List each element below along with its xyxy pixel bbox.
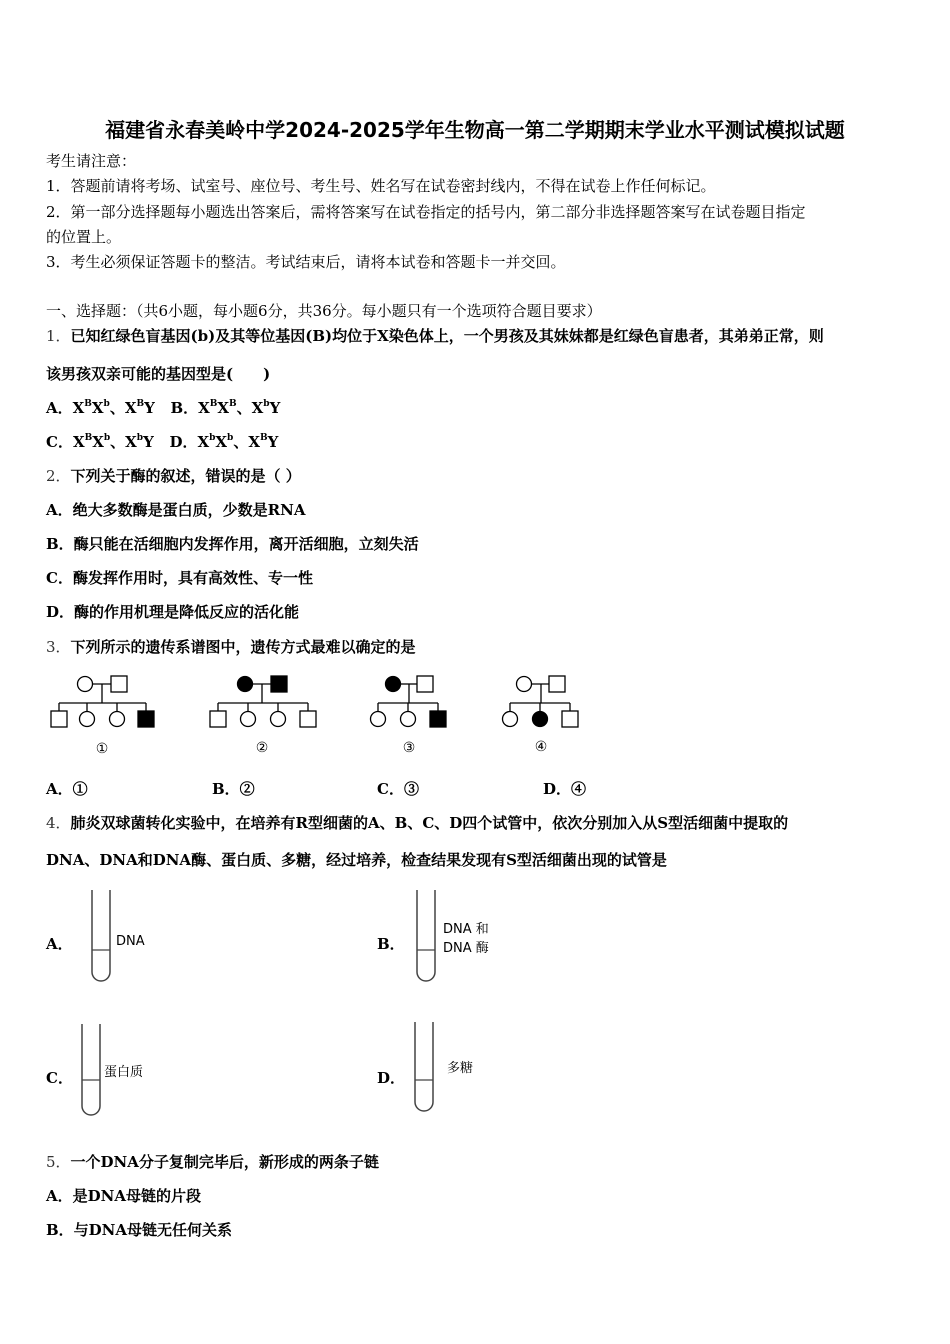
notice-item: 2．第一部分选择题每小题选出答案后，需将答案写在试卷指定的括号内，第二部分非选择题答案写在试卷题目指定 xyxy=(46,203,806,221)
question-number: 1． xyxy=(46,327,71,345)
tube-label: 蛋白质 xyxy=(104,1065,144,1080)
pedigree-3 xyxy=(371,676,447,727)
page-title: 福建省永春美岭中学2024-2025学年生物高一第二学期期末学业水平测试模拟试题 xyxy=(105,118,845,142)
option-b-label: B． xyxy=(170,399,199,417)
option-a: A．① xyxy=(46,780,88,798)
pedigree-label: ③ xyxy=(402,740,416,756)
question-number: 2． xyxy=(46,467,71,485)
option-a: A．是DNA母链的片段 xyxy=(46,1187,201,1205)
pedigree-4 xyxy=(503,676,579,727)
question-5-stem xyxy=(46,1152,379,1172)
question-text: 一个DNA分子复制完毕后，新形成的两条子链 xyxy=(70,1153,379,1171)
pedigree-label: ① xyxy=(95,741,109,757)
question-number: 5． xyxy=(46,1153,71,1171)
option-a-label: A． xyxy=(46,399,73,417)
test-tube-c xyxy=(78,1020,168,1120)
question-1-stem-cont: 该男孩双亲可能的基因型是( ) xyxy=(46,365,271,383)
tube-label: DNA 酶 xyxy=(443,941,489,956)
question-text: 肺炎双球菌转化实验中，在培养有R型细菌的A、B、C、D四个试管中，依次分别加入从S型活细菌中提取的 xyxy=(70,814,789,832)
question-number: 3． xyxy=(46,638,71,656)
pedigree-label: ④ xyxy=(534,739,548,755)
option-c-label: C． xyxy=(46,433,73,451)
pedigree-1 xyxy=(51,676,154,727)
option-d-label: D． xyxy=(377,1069,406,1087)
option-c: C．③ xyxy=(377,780,419,798)
question-1-options-ab: A．$X^BX^b$、$X^BY$ B．$X^BX^B$、$X^bY$ xyxy=(46,399,281,417)
pedigree-label: ② xyxy=(255,740,269,756)
test-tube-d xyxy=(411,1018,501,1118)
test-tube-b xyxy=(413,888,513,988)
question-4-stem xyxy=(46,813,788,833)
option-d-label: D． xyxy=(169,433,198,451)
question-1-options-cd: C．$X^BX^b$、$X^bY$ D．$X^bX^b$、$X^BY$ xyxy=(46,433,279,451)
question-1-stem xyxy=(46,326,824,346)
question-3-stem xyxy=(46,637,416,657)
pedigree-figure xyxy=(40,668,600,763)
option-b: B．② xyxy=(212,780,255,798)
option-c-label: C． xyxy=(46,1069,73,1087)
option-b: B．与DNA母链无任何关系 xyxy=(46,1221,233,1239)
question-4-stem-cont: DNA、DNA和DNA酶、蛋白质、多糖，经过培养，检查结果发现有S型活细菌出现的试管是 xyxy=(46,851,667,869)
option-a-label: A． xyxy=(46,935,73,953)
tube-label: 多糖 xyxy=(447,1061,474,1076)
option-b-label: B． xyxy=(377,935,405,953)
question-2-stem xyxy=(46,466,301,486)
question-text: 下列关于酶的叙述，错误的是（ ） xyxy=(70,467,301,485)
option-b: B．酶只能在活细胞内发挥作用，离开活细胞，立刻失活 xyxy=(46,535,419,553)
question-text: 下列所示的遗传系谱图中，遗传方式最难以确定的是 xyxy=(70,638,416,656)
option-d: D．酶的作用机理是降低反应的活化能 xyxy=(46,603,300,621)
notice-item: 1．答题前请将考场、试室号、座位号、考生号、姓名写在试卷密封线内，不得在试卷上作任何标记。 xyxy=(46,177,716,195)
question-text: 已知红绿色盲基因(b)及其等位基因(B)均位于X染色体上，一个男孩及其妹妹都是红绿色盲患者，其弟弟正常，则 xyxy=(70,327,824,345)
test-tube-a xyxy=(88,888,158,988)
section-heading: 一、选择题：（共6小题，每小题6分，共36分。每小题只有一个选项符合题目要求） xyxy=(46,302,602,320)
question-number: 4． xyxy=(46,814,71,832)
notice-item: 的位置上。 xyxy=(46,228,122,246)
notice-item: 3．考生必须保证答题卡的整洁。考试结束后，请将本试卷和答题卡一并交回。 xyxy=(46,253,566,271)
option-c: C．酶发挥作用时，具有高效性、专一性 xyxy=(46,569,313,587)
option-d: D．④ xyxy=(543,780,587,798)
tube-label: DNA xyxy=(116,934,145,949)
tube-label: DNA 和 xyxy=(443,922,489,937)
option-a: A．绝大多数酶是蛋白质，少数是RNA xyxy=(46,501,306,519)
pedigree-2 xyxy=(210,676,316,727)
notice-heading: 考生请注意： xyxy=(46,152,137,170)
